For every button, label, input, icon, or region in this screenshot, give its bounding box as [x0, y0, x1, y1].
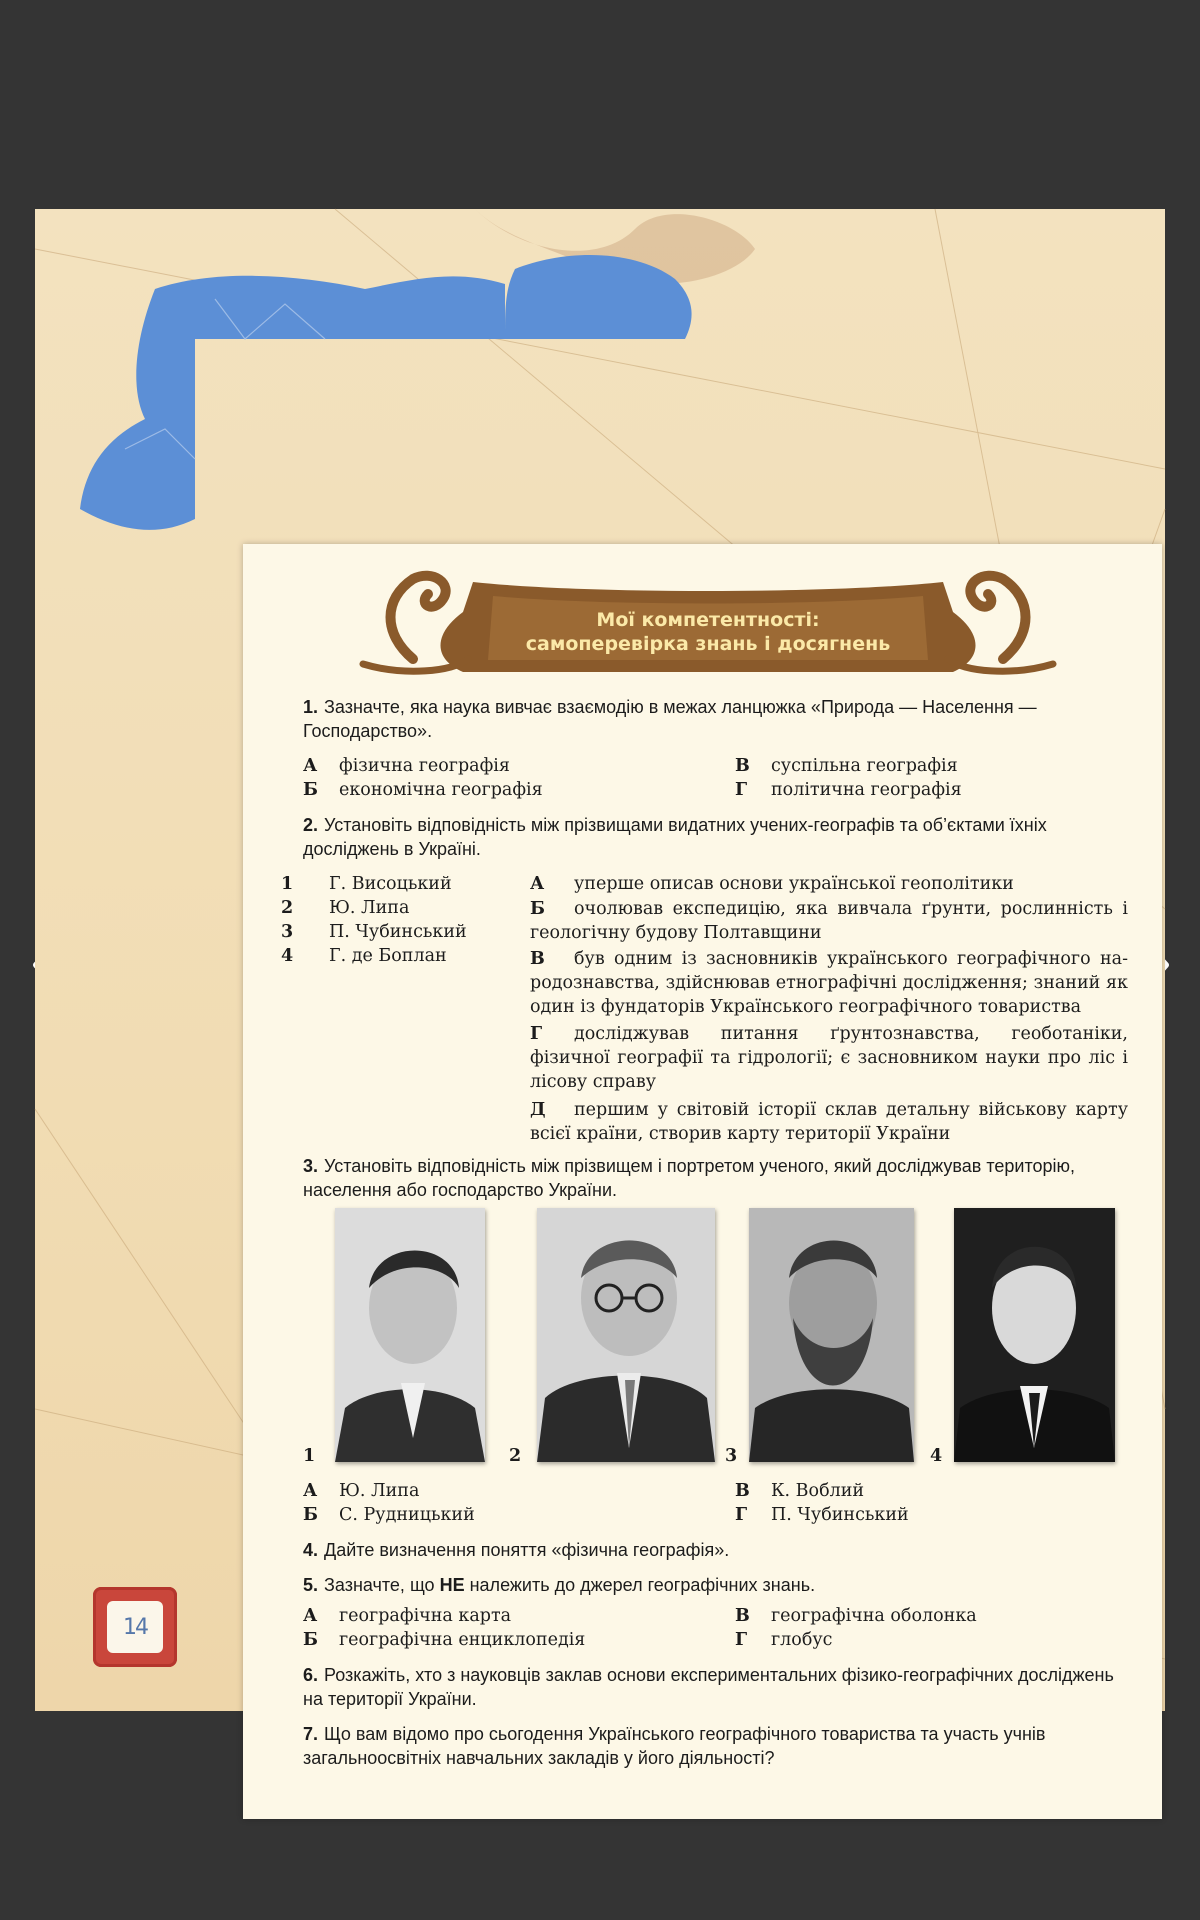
q3-option-a: А Ю. Липа [303, 1481, 420, 1501]
emphasis-not: НЕ [439, 1575, 465, 1595]
section-title [343, 608, 1073, 656]
portrait-image-3 [749, 1208, 914, 1462]
portrait-number-4: 4 [930, 1446, 943, 1466]
q2-answer-b: Б очолював експедицію, яка вивчала ґрунти, рослинність і геологічну будову Полтавщини [530, 899, 1128, 943]
question-number: 1. [303, 697, 319, 717]
q1-option-d: Г політична географія [735, 780, 962, 800]
question-text: Дайте визначення поняття «фізична географія». [324, 1540, 730, 1560]
q5-option-d: Г глобус [735, 1630, 833, 1650]
question-number: 6. [303, 1665, 319, 1685]
q2-answer-a: А уперше описав основи української геополітики [530, 874, 1014, 894]
question-text: Установіть відповідність між прізвищами видатних учених-географів та об’єктами їхніх досліджень в Україні. [303, 815, 1047, 859]
q3-option-b: Б С. Рудницький [303, 1505, 475, 1525]
q5-option-a: А географічна карта [303, 1606, 512, 1626]
question-number: 7. [303, 1724, 319, 1744]
section-title-line-1: Мої компетентності: [596, 609, 820, 631]
q1-option-b: Б економічна географія [303, 780, 543, 800]
q2-answer-d: Г досліджував питання ґрунтознавства, геоботаніки, фізичної географії та гідрології; є засновником науки про ліс і лісову справу [530, 1024, 1128, 1092]
question-4 [303, 1538, 1121, 1562]
question-number: 2. [303, 815, 319, 835]
question-number: 3. [303, 1156, 319, 1176]
content-panel [243, 544, 1162, 1819]
q2-answer-c: В був одним із засновників українського географічного народознавства, здійснював етнографічні дослідження; знаний як один із фундаторів Українського географічного товариства [530, 949, 1128, 1017]
section-title-line-2: самоперевірка знань і досягнень [525, 633, 891, 655]
q2-answer-e: Д першим у світовій історії склав детальну військову карту всієї країни, створив карту території України [530, 1100, 1128, 1144]
portrait-2 [537, 1208, 715, 1462]
question-5: 5. Зазначте, що НЕ належить до джерел географічних знань. [303, 1575, 816, 1595]
question-2 [303, 813, 1121, 861]
question-6 [303, 1663, 1121, 1711]
portrait-number-1: 1 [303, 1446, 316, 1466]
question-text: Зазначте, яка наука вивчає взаємодію в межах ланцюжка «Природа — Населення — Господарство». [303, 697, 1037, 741]
question-text: Що вам відомо про сьогодення Українського географічного товариства та участь учнів загальноосвітніх навчальних закладів у його діяльності? [303, 1724, 1046, 1768]
section-banner [343, 564, 1073, 688]
question-text: Установіть відповідність між прізвищем і портретом ученого, який досліджував територію, населення або господарство України. [303, 1156, 1076, 1200]
portrait-4 [954, 1208, 1115, 1462]
page-number: 14 [107, 1601, 163, 1653]
question-3 [303, 1154, 1121, 1202]
portrait-image-1 [335, 1208, 485, 1462]
portrait-number-3: 3 [725, 1446, 738, 1466]
portrait-3 [749, 1208, 914, 1462]
question-7 [303, 1722, 1121, 1770]
portrait-number-2: 2 [509, 1446, 522, 1466]
q2-person-2: 2 Ю. Липа [281, 898, 410, 918]
q5-option-c: В географічна оболонка [735, 1606, 977, 1626]
question-number: 5. [303, 1575, 319, 1595]
q3-option-d: Г П. Чубинський [735, 1505, 909, 1525]
q2-person-1: 1 Г. Висоцький [281, 874, 452, 894]
q1-option-a: А фізична географія [303, 756, 510, 776]
question-text: Розкажіть, хто з науковців заклав основи експериментальних фізико-географічних досліджень на території України. [303, 1665, 1114, 1709]
portrait-1 [335, 1208, 485, 1462]
portrait-image-2 [537, 1208, 715, 1462]
page-number-badge [93, 1587, 177, 1667]
question-number: 4. [303, 1540, 319, 1560]
question-1 [303, 695, 1121, 743]
q2-person-4: 4 Г. де Боплан [281, 946, 447, 966]
q5-option-b: Б географічна енциклопедія [303, 1630, 586, 1650]
q1-option-c: В суспільна географія [735, 756, 958, 776]
q3-option-c: В К. Воблий [735, 1481, 865, 1501]
book-page [35, 209, 1165, 1768]
portrait-image-4 [954, 1208, 1115, 1462]
q2-person-3: 3 П. Чубинський [281, 922, 467, 942]
